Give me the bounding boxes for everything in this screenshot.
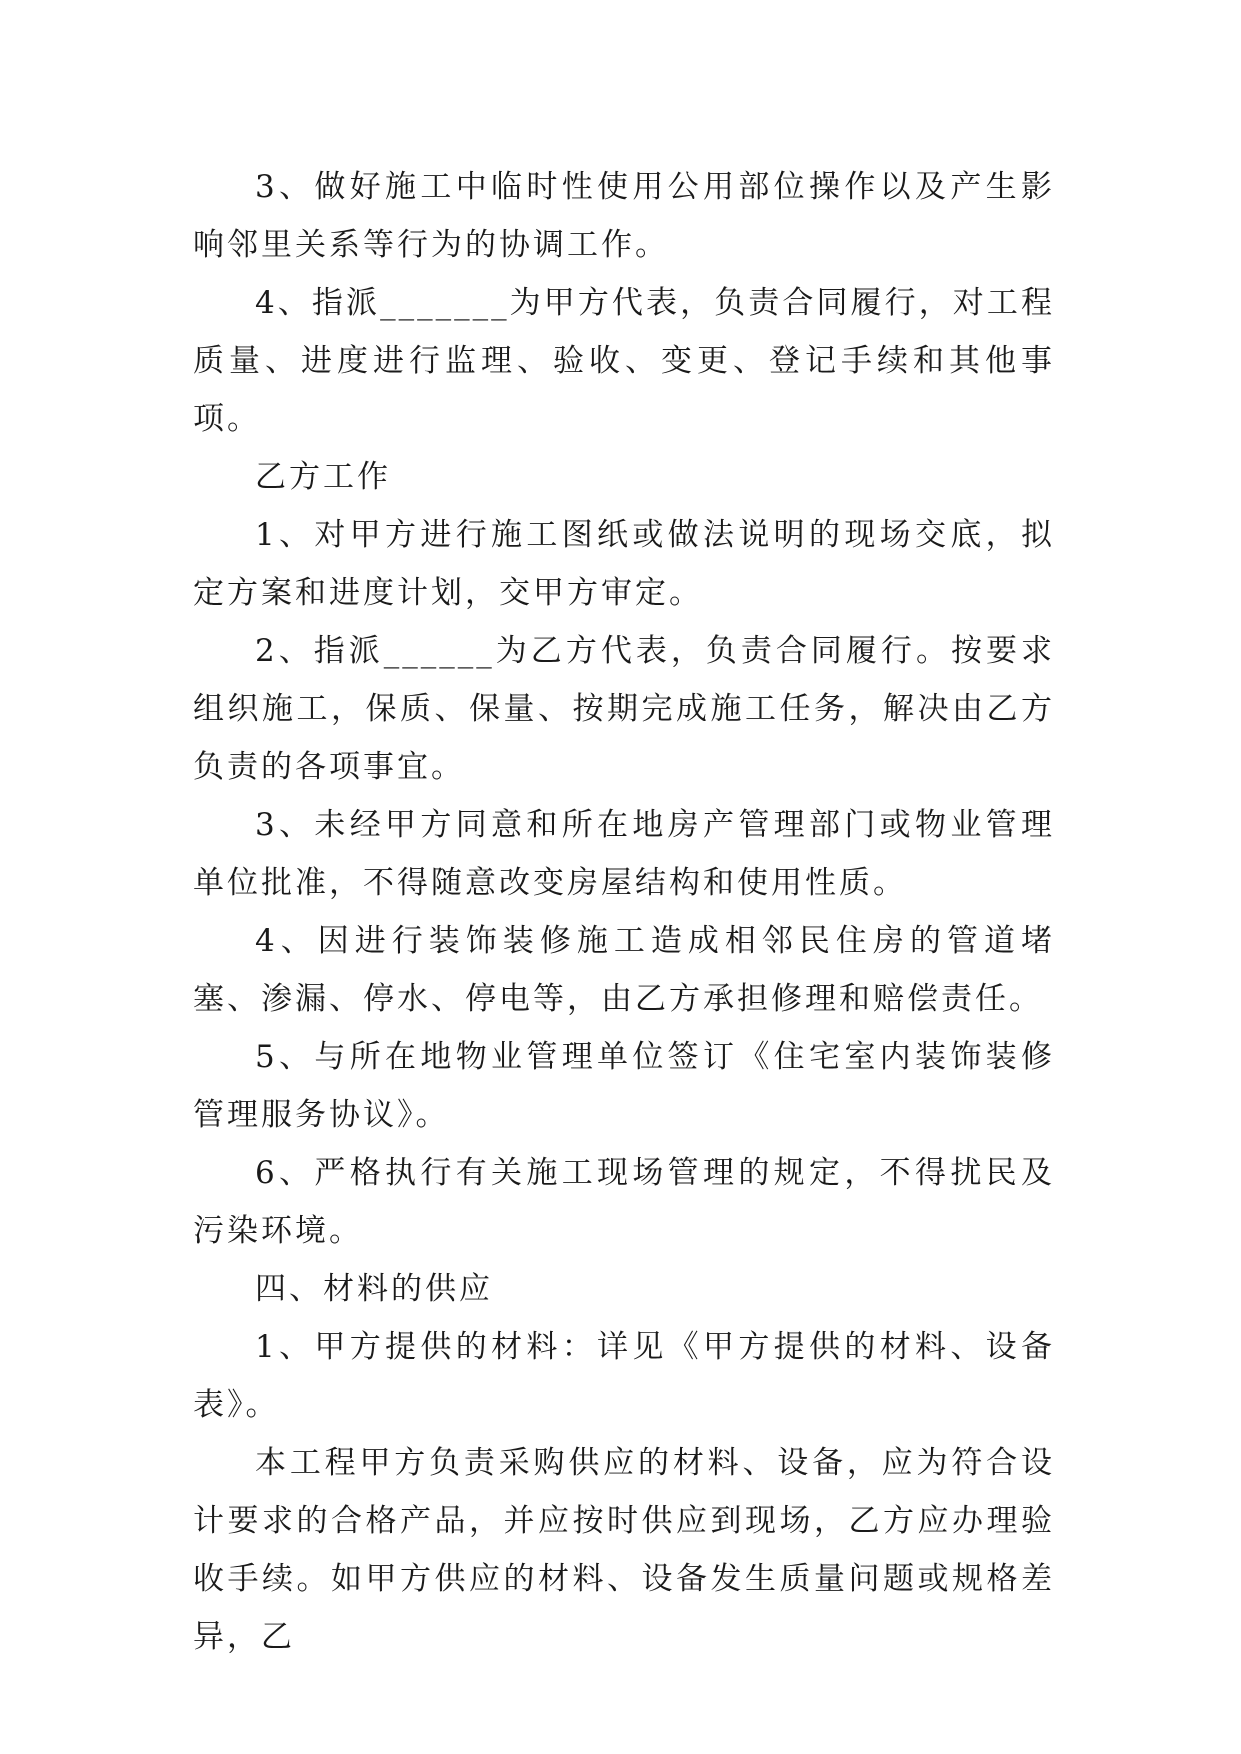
- paragraph-party-b-clause-4: 4、因进行装饰装修施工造成相邻民住房的管道堵塞、渗漏、停水、停电等，由乙方承担修理和赔偿责任。: [193, 923, 1055, 1017]
- paragraph-materials-clause-1: 1、甲方提供的材料：详见《甲方提供的材料、设备表》。: [193, 1329, 1055, 1423]
- document-body: [193, 158, 1055, 1666]
- paragraph-party-b-clause-1: 1、对甲方进行施工图纸或做法说明的现场交底，拟定方案和进度计划，交甲方审定。: [193, 517, 1055, 611]
- paragraph-materials-body: 本工程甲方负责采购供应的材料、设备，应为符合设计要求的合格产品，并应按时供应到现场，乙方应办理验收手续。如甲方供应的材料、设备发生质量问题或规格差异，乙: [193, 1445, 1055, 1655]
- paragraph-clause-4: 4、指派_______为甲方代表，负责合同履行，对工程质量、进度进行监理、验收、变更、登记手续和其他事项。: [193, 285, 1055, 437]
- section-heading-party-b-work: 乙方工作: [255, 459, 391, 495]
- paragraph-party-b-clause-3: 3、未经甲方同意和所在地房产管理部门或物业管理单位批准，不得随意改变房屋结构和使用性质。: [193, 807, 1055, 901]
- paragraph-clause-3: 3、做好施工中临时性使用公用部位操作以及产生影响邻里关系等行为的协调工作。: [193, 169, 1055, 263]
- section-heading-materials-supply: 四、材料的供应: [255, 1271, 493, 1307]
- paragraph-party-b-clause-2: 2、指派______为乙方代表，负责合同履行。按要求组织施工，保质、保量、按期完成施工任务，解决由乙方负责的各项事宜。: [193, 633, 1055, 785]
- paragraph-party-b-clause-5: 5、与所在地物业管理单位签订《住宅室内装饰装修管理服务协议》。: [193, 1039, 1055, 1133]
- paragraph-party-b-clause-6: 6、严格执行有关施工现场管理的规定，不得扰民及污染环境。: [193, 1155, 1055, 1249]
